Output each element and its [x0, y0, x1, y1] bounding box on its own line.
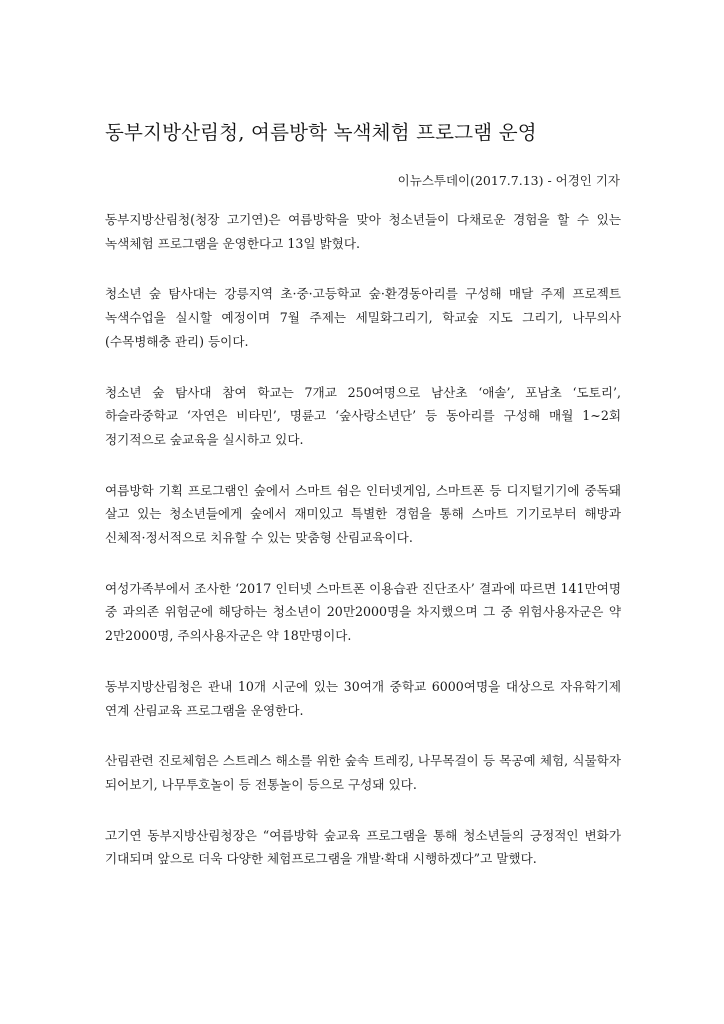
paragraph-7: 산림관련 진로체험은 스트레스 해소를 위한 숲속 트레킹, 나무목걸이 등 목공예 체험, 식물학자 되어보기, 나무투호놀이 등 전통놀이 등으로 구성돼 있다. [105, 753, 621, 792]
paragraph-4: 여름방학 기획 프로그램인 숲에서 스마트 쉼은 인터넷게임, 스마트폰 등 디지털기기에 중독돼 살고 있는 청소년들에게 숲에서 재미있고 특별한 경험을 통해 스마트 기기로부터 해방과 신체적·정서적으로 치유할 수 있는 맞춤형 산림교육이다. [105, 482, 621, 546]
article-title: 동부지방산림청, 여름방학 녹색체험 프로그램 운영 [105, 121, 537, 144]
paragraph-8: 고기연 동부지방산림청장은 “여름방학 숲교육 프로그램을 통해 청소년들의 긍정적인 변화가 기대되며 앞으로 더욱 다양한 체험프로그램을 개발·확대 시행하겠다”고 말했다. [105, 827, 621, 867]
paragraph-1: 동부지방산림청(청장 고기연)은 여름방학을 맞아 청소년들이 다채로운 경험을 할 수 있는 녹색체험 프로그램을 운영한다고 13일 밝혔다. [105, 212, 621, 251]
article-byline: 이뉴스투데이(2017.7.13) - 어경인 기자 [397, 173, 620, 188]
article-body [105, 208, 621, 898]
paragraph-3: 청소년 숲 탐사대 참여 학교는 7개교 250여명으로 남산초 ‘애솔’, 포남초 ‘도토리’, 하슬라중학교 ‘자연은 비타민’, 명륜고 ‘숲사랑소년단’ 등 동아리를 구성해 매월 1~2회 정기적으로 숲교육을 실시하고 있다. [105, 384, 621, 447]
paragraph-5: 여성가족부에서 조사한 ‘2017 인터넷 스마트폰 이용습관 진단조사’ 결과에 따르면 141만여명 중 과의존 위험군에 해당하는 청소년이 20만2000명을 차지했으며 그 중 위험사용자군은 약 2만2000명, 주의사용자군은 약 18만명이다. [105, 580, 621, 644]
paragraph-2: 청소년 숲 탐사대는 강릉지역 초·중·고등학교 숲·환경동아리를 구성해 매달 주제 프로젝트 녹색수업을 실시할 예정이며 7월 주제는 세밀화그리기, 학교숲 지도 그리기, 나무의사(수목병해충 관리) 등이다. [105, 286, 621, 349]
paragraph-6: 동부지방산림청은 관내 10개 시군에 있는 30여개 중학교 6000여명을 대상으로 자유학기제 연계 산림교육 프로그램을 운영한다. [105, 678, 621, 718]
